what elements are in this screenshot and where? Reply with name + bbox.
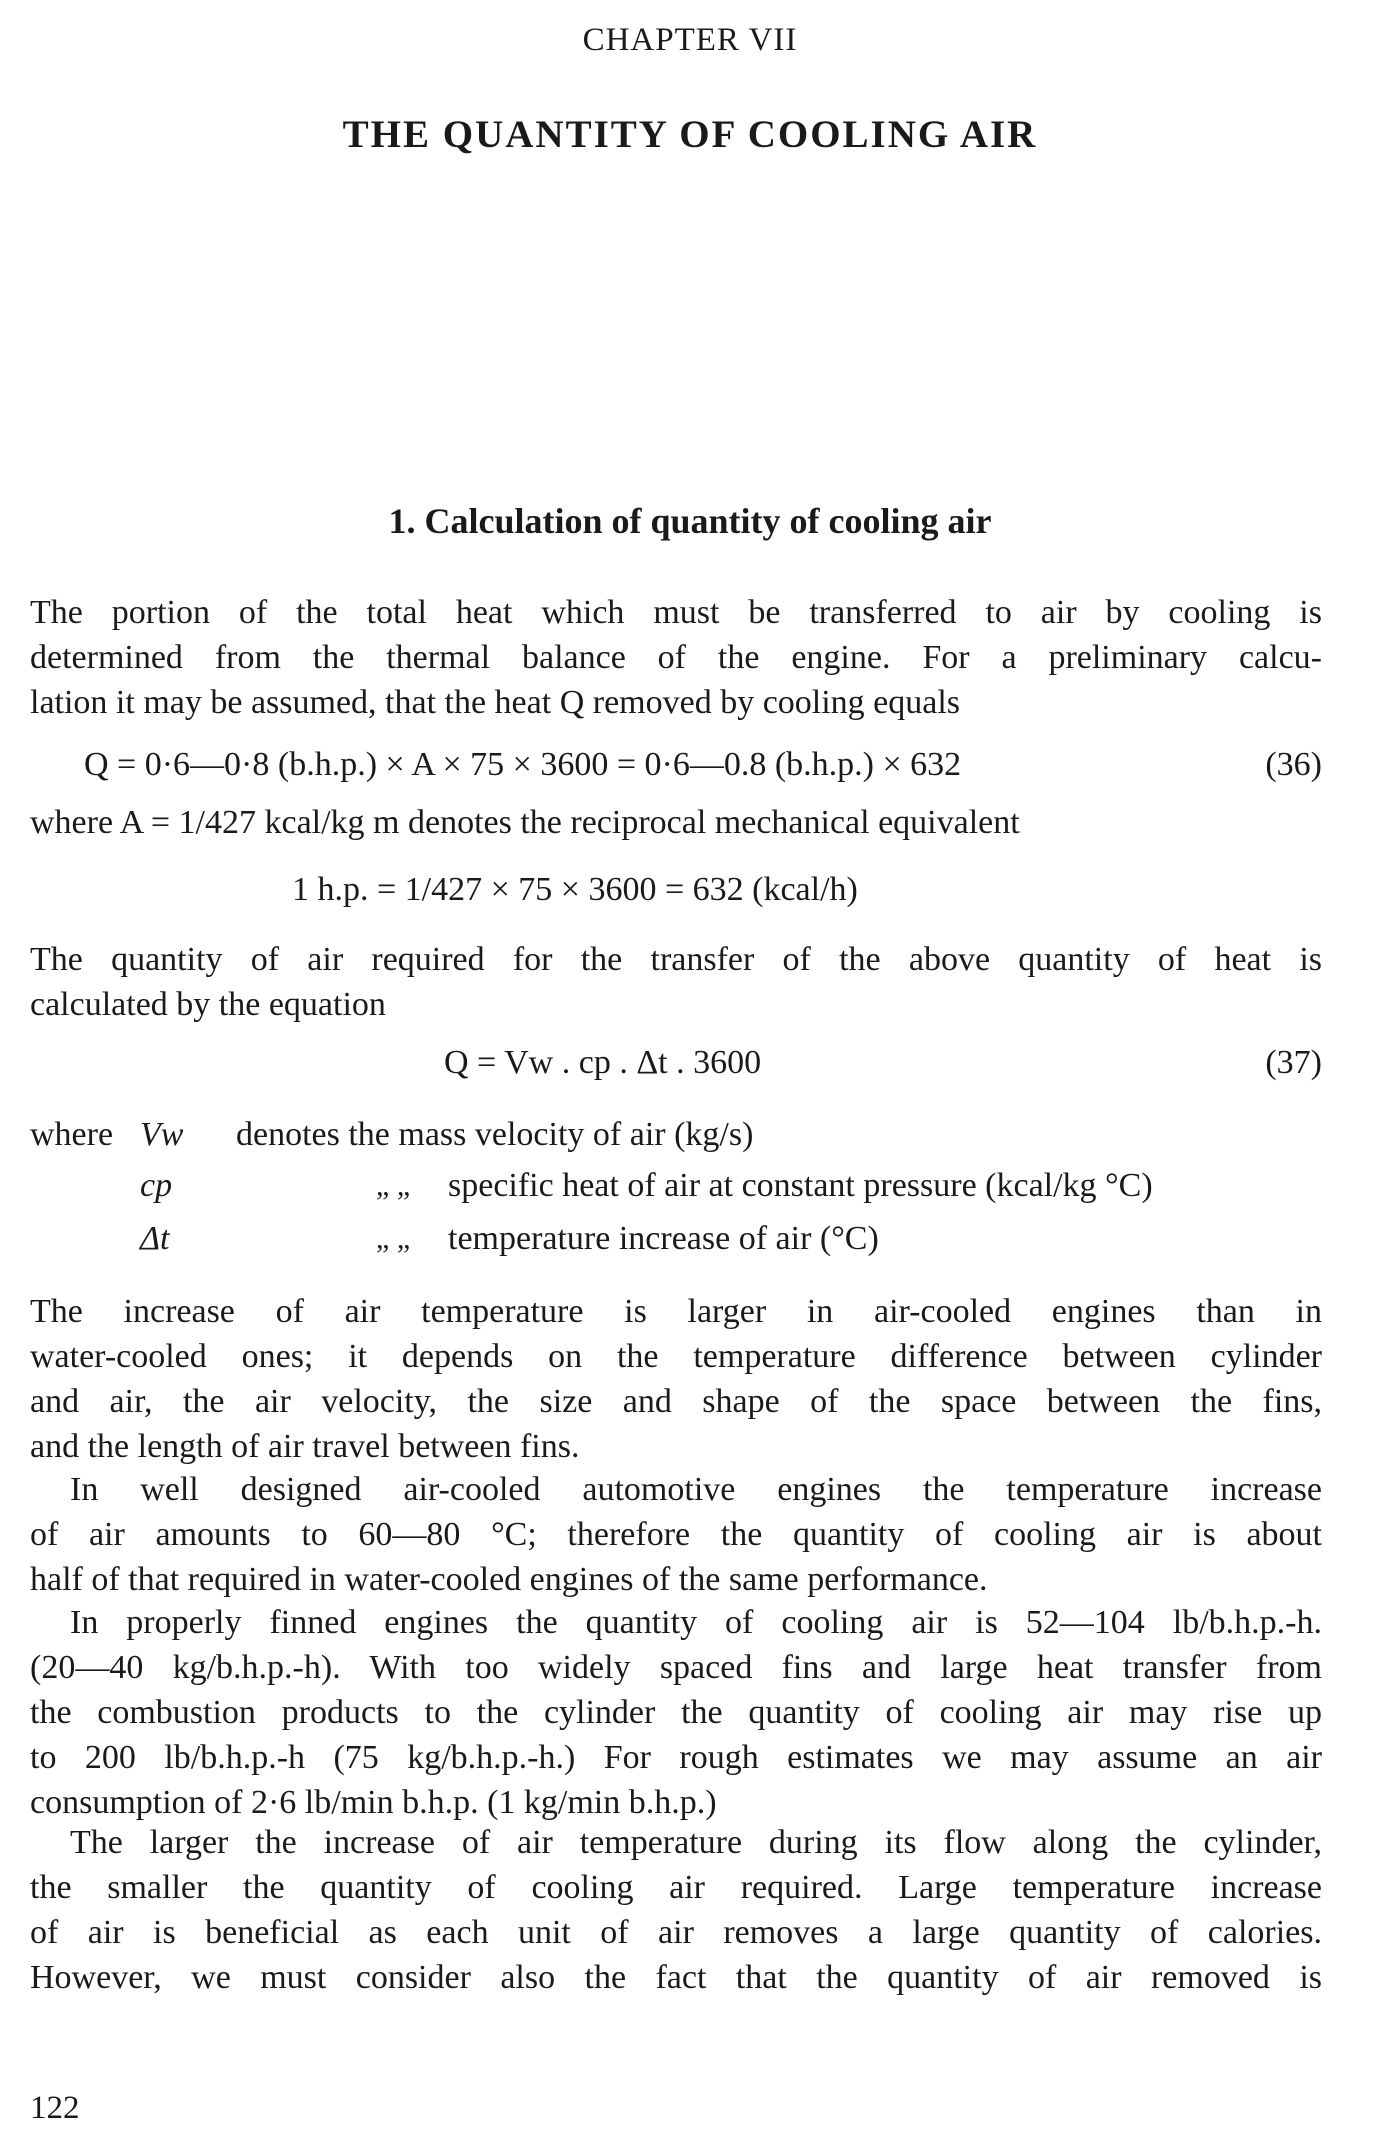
symbol-cp: cp: [140, 1167, 173, 1204]
text-line: and the length of air travel between fins.: [30, 1428, 580, 1465]
text-line: However, we must consider also the fact that the quantity of air removed is: [30, 1959, 1322, 1996]
text-line: of air amounts to 60—80 °C; therefore the quantity of cooling air is about: [30, 1516, 1322, 1553]
text-line: to 200 lb/b.h.p.-h (75 kg/b.h.p.-h.) For rough estimates we may assume an air: [30, 1739, 1322, 1776]
horsepower-conversion: 1 h.p. = 1/427 × 75 × 3600 = 632 (kcal/h): [292, 871, 858, 908]
text-line: calculated by the equation: [30, 986, 386, 1023]
ditto-marks: „ „: [376, 1169, 411, 1202]
definition-vw: denotes the mass velocity of air (kg/s): [236, 1116, 754, 1153]
text-line: water-cooled ones; it depends on the temperature difference between cylinder: [30, 1338, 1322, 1375]
symbol-delta-t: Δt: [140, 1220, 170, 1257]
paragraph-air-quantity: [30, 937, 1322, 1027]
section-heading: 1. Calculation of quantity of cooling air: [388, 501, 992, 541]
definition-lead-where: where: [30, 1116, 114, 1153]
paragraph-larger-increase: [30, 1820, 1322, 2000]
definition-cp: specific heat of air at constant pressure (kcal/kg °C): [448, 1167, 1153, 1204]
paragraph-automotive-engines: [30, 1467, 1322, 1602]
equation-36: Q = 0·6—0·8 (b.h.p.) × A × 75 × 3600 = 0·6—0.8 (b.h.p.) × 632: [84, 746, 962, 783]
symbol-vw: Vw: [140, 1116, 184, 1153]
equation-number-36: (36): [1265, 746, 1322, 783]
text-line: and air, the air velocity, the size and shape of the space between the fins,: [30, 1383, 1322, 1420]
text-line: half of that required in water-cooled engines of the same performance.: [30, 1561, 988, 1598]
definition-delta-t: temperature increase of air (°C): [448, 1220, 879, 1257]
text-line: In well designed air-cooled automotive engines the temperature increase: [70, 1471, 1322, 1508]
text-line: The increase of air temperature is larger in air-cooled engines than in: [30, 1293, 1322, 1330]
text-line: the smaller the quantity of cooling air required. Large temperature increase: [30, 1869, 1322, 1906]
text-line: of air is beneficial as each unit of air removes a large quantity of calories.: [30, 1914, 1322, 1951]
equation-number-37: (37): [1265, 1044, 1322, 1081]
text-line: the combustion products to the cylinder the quantity of cooling air may rise up: [30, 1694, 1322, 1731]
equation-37: Q = Vw . cp . Δt . 3600: [444, 1044, 762, 1081]
paragraph-heat-portion: [30, 590, 1322, 725]
page-number: 122: [30, 2090, 80, 2126]
where-a-definition: where A = 1/427 kcal/kg m denotes the reciprocal mechanical equivalent: [30, 804, 1020, 841]
text-line: The quantity of air required for the transfer of the above quantity of heat is: [30, 941, 1322, 978]
text-line: lation it may be assumed, that the heat Q removed by cooling equals: [30, 684, 961, 721]
chapter-label: CHAPTER VII: [582, 22, 798, 58]
paragraph-finned-engines: [30, 1600, 1322, 1825]
ditto-marks: „ „: [376, 1222, 411, 1255]
paragraph-temperature-increase: [30, 1289, 1322, 1469]
text-line: The larger the increase of air temperature during its flow along the cylinder,: [70, 1824, 1322, 1861]
text-line: determined from the thermal balance of the engine. For a preliminary calcu-: [30, 639, 1322, 676]
text-line: consumption of 2·6 lb/min b.h.p. (1 kg/min b.h.p.): [30, 1784, 717, 1821]
text-line: In properly finned engines the quantity of cooling air is 52—104 lb/b.h.p.-h.: [70, 1604, 1322, 1641]
chapter-title: THE QUANTITY OF COOLING AIR: [342, 113, 1038, 156]
text-line: The portion of the total heat which must be transferred to air by cooling is: [30, 594, 1322, 631]
text-line: (20—40 kg/b.h.p.-h). With too widely spaced fins and large heat transfer from: [30, 1649, 1322, 1686]
